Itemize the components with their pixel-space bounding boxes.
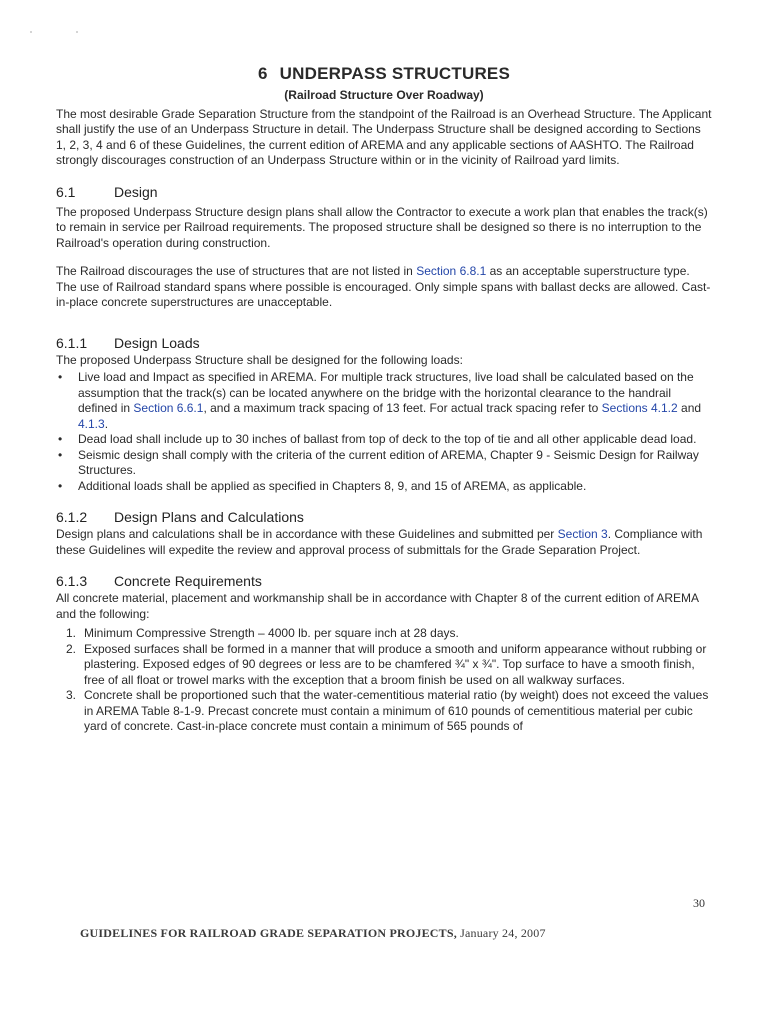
design-loads-intro: The proposed Underpass Structure shall be designed for the following loads: (56, 352, 463, 367)
section-title: Design Loads (114, 334, 200, 351)
section-link-4-1-3[interactable]: 4.1.3 (78, 416, 105, 431)
scan-speck (30, 31, 32, 33)
item-text: Concrete shall be proportioned such that the water-cementitious material ratio (by weight) does not exceed the values in AREMA Table 8-1-9. Precast concrete must contain a minimum of 610 pounds of cementitious material per cubic yard of concrete. Cast-in-place concrete must contain a minimum of 565 pounds of (84, 688, 709, 733)
chapter-number: 6 (257, 64, 268, 83)
section-link-3[interactable]: Section 3 (557, 527, 608, 541)
list-item: • Seismic design shall comply with the criteria of the current edition of AREMA, Chapter 9 - Seismic Design for Railway Structures. (56, 448, 712, 479)
list-item (56, 370, 712, 432)
footer-date: January 24, 2007 (460, 926, 546, 940)
design-paragraph-1: The proposed Underpass Structure design plans shall allow the Contractor to execute a work plan that enables the track(s) to remain in service per Railroad requirements. The proposed structure shall be designed so there is no interruption to the Railroad's operation during construction. (56, 204, 708, 250)
section-number: 6.1 (56, 183, 76, 200)
text-run: Live load and Impact as specified in AREMA. For multiple track structures, live load shall be calculated based on the assumption that the track(s) can be located anywhere on the bridge with the horizontal clearance to the handrail defined in (78, 370, 694, 415)
list-item: • Dead load shall include up to 30 inches of ballast from top of deck to the top of tie and all other applicable dead load. (56, 432, 712, 448)
list-item (56, 642, 712, 689)
section-link-6-6-1[interactable]: Section 6.6.1 (133, 401, 204, 415)
item-number: 1. (66, 626, 77, 640)
concrete-intro: All concrete material, placement and workmanship shall be in accordance with Chapter 8 of the current edition of AREMA and the following: (56, 591, 699, 621)
item-text: Minimum Compressive Strength – 4000 lb. per square inch at 28 days. (84, 626, 459, 640)
document-page (56, 62, 712, 735)
section-title: Concrete Requirements (114, 573, 262, 589)
section-heading-6-1-1 (56, 333, 712, 353)
footer-title: GUIDELINES FOR RAILROAD GRADE SEPARATION PROJECTS, (80, 926, 457, 940)
design-plans-paragraph (56, 527, 712, 558)
section-number: 6.1.2 (56, 509, 88, 525)
text-run: The Railroad discourages the use of structures that are not listed in (56, 264, 417, 278)
section-title: Design Plans and Calculations (114, 509, 304, 525)
text-run: . Compliance with these Guidelines will expedite the review and approval process of submittals for the Grade Separation Project. (56, 527, 703, 557)
page-footer (80, 926, 546, 942)
chapter-subtitle: (Railroad Structure Over Roadway) (284, 88, 484, 102)
section-number: 6.1.3 (56, 573, 88, 589)
list-item (56, 626, 712, 642)
list-item: • Additional loads shall be applied as specified in Chapters 8, 9, and 15 of AREMA, as applicable. (56, 479, 712, 495)
text-run: , and a maximum track spacing of 13 feet. For actual track spacing refer to (203, 401, 602, 415)
section-link-4-1-2[interactable]: Sections 4.1.2 (601, 401, 678, 415)
text-run: Design plans and calculations shall be in accordance with these Guidelines and submitted per (56, 527, 558, 541)
section-heading-6-1-3 (56, 571, 712, 591)
text-run: . (104, 416, 109, 431)
list-item (56, 688, 712, 735)
intro-paragraph: The most desirable Grade Separation Structure from the standpoint of the Railroad is an Overhead Structure. The Applicant shall justify the use of an Underpass Structure in detail. The Underpass Structure shall be designed according to Sections 1, 2, 3, 4 and 6 of these Guidelines, the current edition of AREMA and any applicable sections of AASHTO. The Railroad strongly discourages construction of an Underpass Structure within or in the vicinity of Railroad yard limits. (56, 106, 712, 167)
section-link-6-8-1[interactable]: Section 6.8.1 (416, 264, 487, 278)
item-number: 2. (66, 641, 77, 656)
design-paragraph-2 (56, 264, 712, 311)
section-number: 6.1.1 (56, 334, 88, 351)
page-number: 30 (693, 896, 705, 910)
concrete-requirements-list (56, 626, 712, 735)
section-title: Design (114, 183, 158, 200)
text-run: and (677, 401, 702, 415)
section-heading-6-1-2 (56, 507, 712, 527)
text-run: as an acceptable superstructure type. The use of Railroad standard spans where possible is encouraged. Only simple spans with ballast decks are allowed. Cast-in-place concrete superstructures are unacceptable. (56, 264, 711, 309)
chapter-title-text: UNDERPASS STRUCTURES (279, 64, 511, 83)
item-number: 3. (66, 688, 77, 702)
item-text: Exposed surfaces shall be formed in a manner that will produce a smooth and uniform appearance without rubbing or plastering. Exposed edges of 90 degrees or less are to be chamfered ¾" x ¾". Top surface to have a smooth finish, free of all float or trowel marks with the exception that a broom finish be used on all walkway surfaces. (84, 641, 707, 687)
chapter-title (56, 62, 712, 86)
section-heading-6-1 (56, 182, 712, 202)
design-loads-list (56, 370, 712, 494)
scan-speck (76, 31, 78, 33)
